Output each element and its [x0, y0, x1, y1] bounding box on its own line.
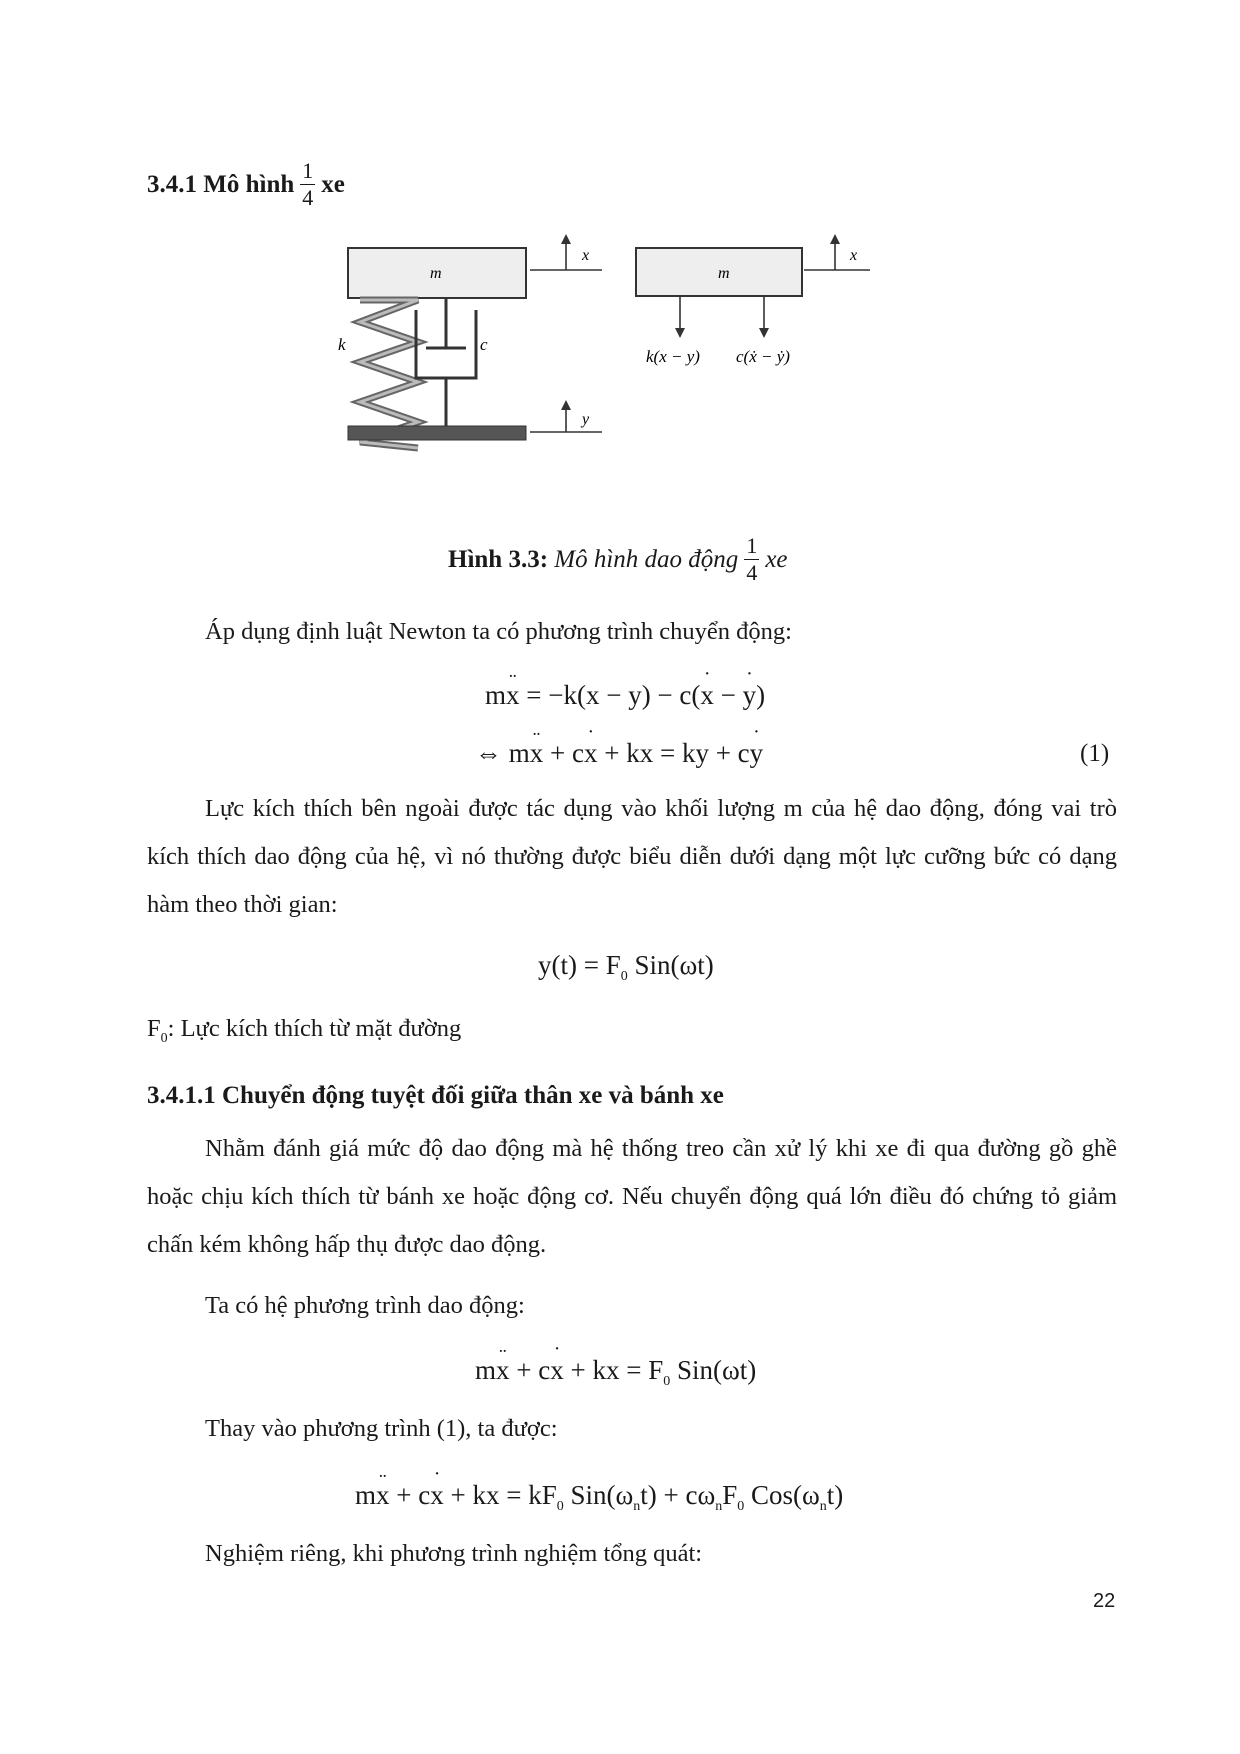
- fraction-denominator: 4: [302, 185, 314, 210]
- caption-text: Mô hình dao động: [554, 545, 739, 573]
- section-title: Mô hình: [203, 170, 295, 198]
- subsection-heading: 3.4.1.1 Chuyển động tuyệt đối giữa thân xe và bánh xe: [147, 1082, 724, 1109]
- x-label: x: [582, 247, 590, 264]
- equation-motion: mx ¨ = −k(x − y) − c(x ˙ − y ˙): [485, 680, 765, 711]
- spring-force-label: k(x − y): [646, 347, 700, 366]
- equation-substituted: mx ¨ + cx ˙ + kx = $kF_0$ $Sin(\omega_nt) + c\omega_nF_0$ $Cos(\omega_nt)$: [355, 1480, 843, 1515]
- section-number: 3.4.1: [147, 170, 197, 198]
- caption-label: Hình 3.3:: [448, 545, 549, 573]
- f0-description-text: : Lực kích thích từ mặt đường: [167, 1015, 462, 1042]
- paragraph-system: Ta có hệ phương trình dao động:: [205, 1292, 525, 1319]
- y-label: y: [582, 411, 590, 428]
- equation-motion-equivalent: ⇔ mx ¨ + cx ˙ + kx = ky + cy ˙: [475, 738, 763, 769]
- equation-forced: mx ¨ + cx ˙ + kx = $F_0$ Sin(ωt): [475, 1355, 756, 1390]
- caption-after: xe: [765, 545, 788, 573]
- paragraph-excitation: Lực kích thích bên ngoài được tác dụng vào khối lượng m của hệ dao động, đóng vai trò kích thích dao động của hệ, vì nó thường được biểu diễn dưới dạng một lực cưỡng bức có dạng hàm theo thời gian:: [147, 795, 1117, 918]
- figure-caption: [448, 533, 788, 586]
- damper-label: c: [480, 335, 488, 354]
- paragraph-substitute: Thay vào phương trình (1), ta được:: [205, 1415, 558, 1442]
- quarter-car-figure: [330, 230, 950, 490]
- ground-base: [348, 426, 526, 440]
- f0-description: $F_0$: Lực kích thích từ mặt đường: [147, 1015, 462, 1046]
- paragraph-purpose: Nhằm đánh giá mức độ dao động mà hệ thống treo cần xử lý khi xe đi qua đường gồ ghề hoặc chịu kích thích từ bánh xe hoặc động cơ. Nếu chuyển động quá lớn điều đó chứng tỏ giảm chấn kém không hấp thụ được dao động.: [147, 1135, 1117, 1258]
- section-title-after: xe: [321, 170, 345, 198]
- equation-number: (1): [1080, 740, 1110, 767]
- caption-frac-num: 1: [746, 533, 758, 558]
- section-fraction: [300, 158, 315, 211]
- paragraph-particular: Nghiệm riêng, khi phương trình nghiệm tổng quát:: [205, 1540, 703, 1567]
- paragraph-newton: Áp dụng định luật Newton ta có phương trình chuyển động:: [205, 618, 792, 645]
- fraction-numerator: 1: [302, 158, 314, 183]
- equation-excitation: $y(t) = F_0$ Sin(ωt): [538, 950, 714, 984]
- section-heading: [147, 158, 345, 211]
- caption-frac-den: 4: [746, 560, 758, 585]
- mass-label: m: [430, 265, 442, 282]
- fbd-x-label: x: [850, 247, 858, 264]
- fbd-mass-label: m: [718, 265, 730, 282]
- damper: [416, 298, 476, 426]
- page-number: 22: [1093, 1590, 1116, 1612]
- damper-force-label: c(ẋ − ẏ): [736, 347, 790, 366]
- caption-fraction: [744, 533, 759, 586]
- spring-label: k: [338, 335, 346, 354]
